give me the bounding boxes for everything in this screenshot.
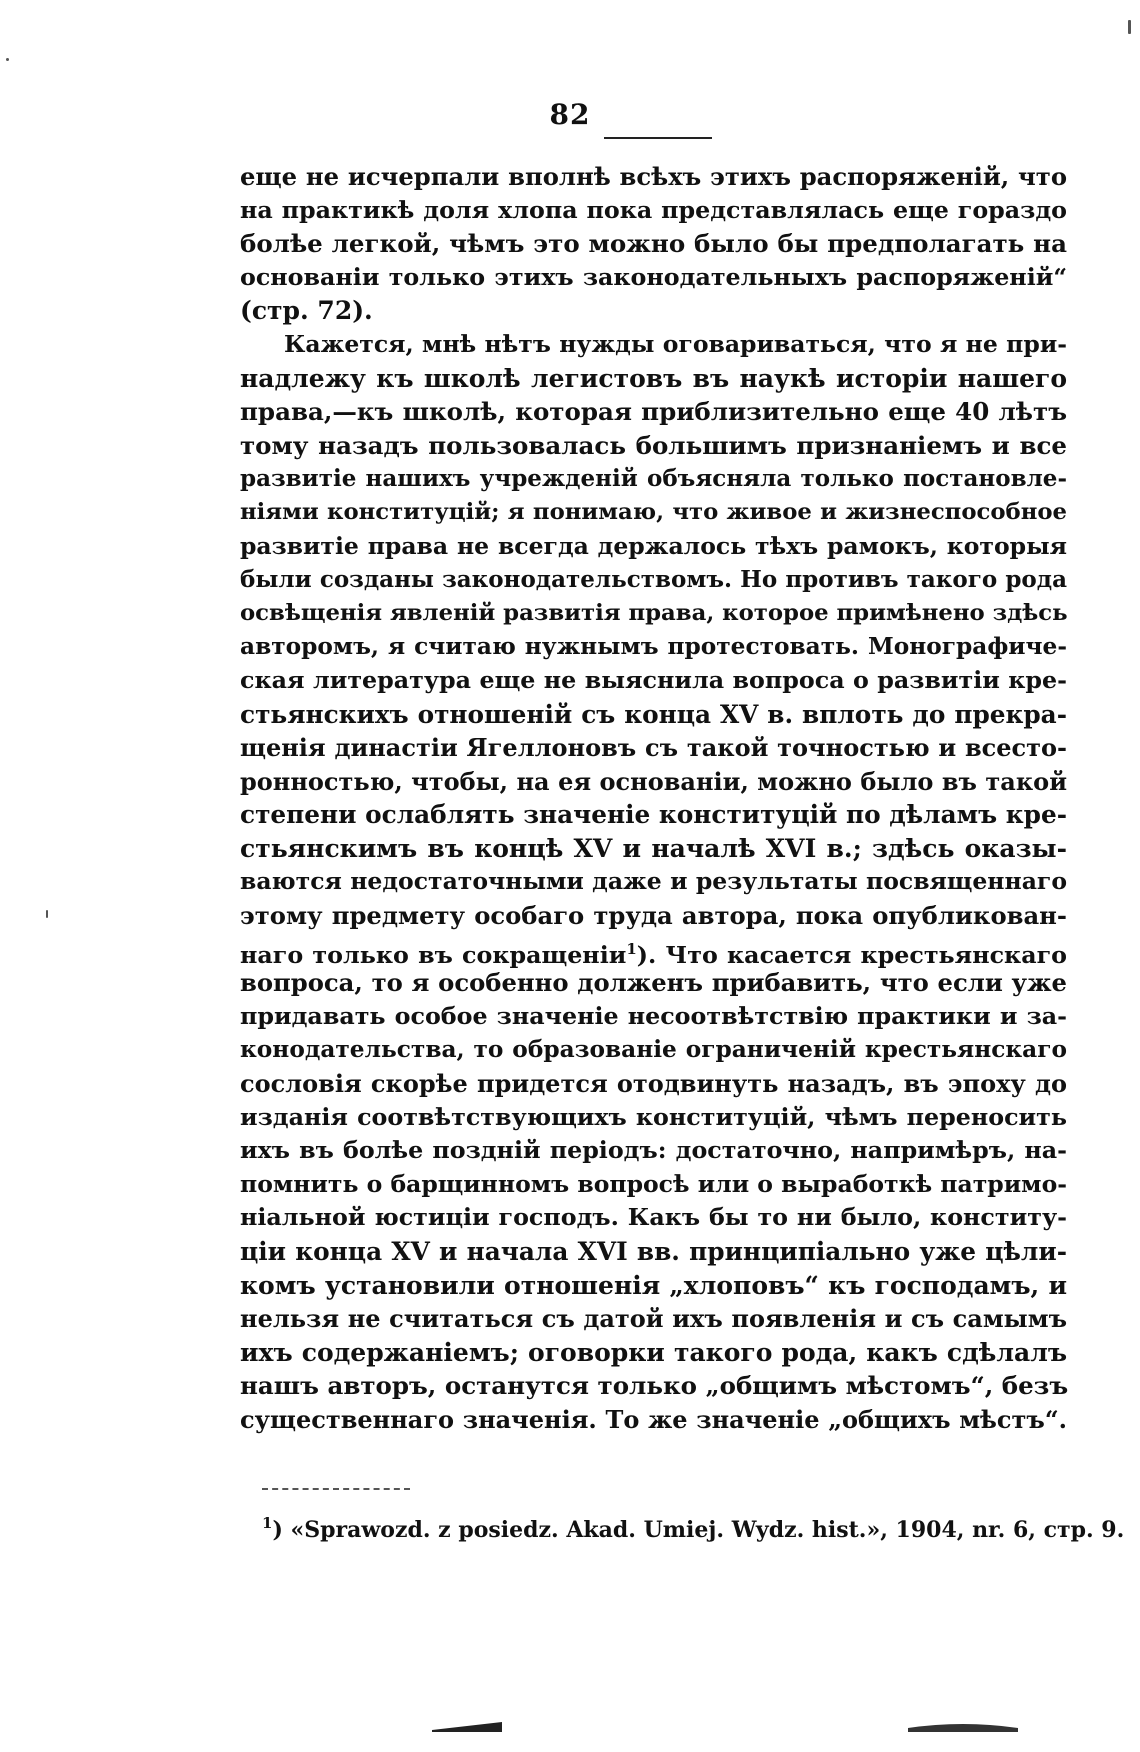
body-line [240,630,1067,664]
body-line [240,261,1067,295]
footnote-text: ) «Sprawozd. z posiedz. Akad. Umiej. Wydz. hist.», 1904, nr. 6, стр. 9. [272,1517,1125,1543]
body-line [240,1403,1067,1437]
body-line-text: Кажется, мнѣ нѣтъ нужды оговариваться, что я не при- [284,329,1067,358]
body-line-text: существеннаго значенія. То же значеніе „общихъ мѣстъ“. [240,1404,1067,1434]
body-line-text: придавать особое значеніе несоотвѣтствію практики и за- [240,1001,1067,1030]
body-line [240,731,1067,765]
body-line-text: нельзя не считаться съ датой ихъ появленія и съ самымъ [240,1304,1067,1334]
body-line-text: ваются недостаточными даже и результаты посвященнаго [240,867,1067,896]
body-line [240,1235,1067,1269]
body-line [240,1302,1067,1336]
page-number-rule [604,137,712,139]
body-line [240,1000,1067,1034]
footnote-separator [262,1488,410,1490]
body-line [240,194,1067,228]
body-line [240,462,1067,496]
body-line-text: ская литература еще не выяснила вопроса о развитіи кре- [240,665,1067,694]
scan-speck [6,58,9,61]
body-line [240,429,1067,463]
body-line [240,899,1067,933]
body-line [240,832,1067,866]
body-line-text: сословія скорѣе придется отодвинуть назадъ, въ эпоху до [240,1069,1067,1099]
body-text [240,160,1067,1437]
body-line [240,933,1067,967]
body-line-text: наго только въ сокращеніи [240,940,627,969]
footnote-reference: 1 [626,939,637,958]
body-line-text: ніями конституцій; я понимаю, что живое и жизнеспособное [240,498,1067,525]
body-line [240,664,1067,698]
body-line-text: помнить о барщинномъ вопросѣ или о выработкѣ патримо- [240,1169,1067,1198]
body-line [240,227,1067,261]
body-line [240,1168,1067,1202]
body-line-text: этому предмету особаго труда автора, пока опубликован- [240,901,1067,931]
body-line-text: на практикѣ доля хлопа пока представлялась еще гораздо [240,195,1067,224]
body-line-text: авторомъ, я считаю нужнымъ протестовать. Монографиче- [240,633,1067,661]
body-line [240,798,1067,832]
body-line [240,530,1067,564]
body-line-text: (стр. 72). [240,296,373,326]
scan-speck [46,910,48,918]
body-line-text: стьянскимъ въ концѣ XV и началѣ XVI в.; здѣсь оказы- [240,833,1067,863]
body-line-text: развитіе нашихъ учрежденій объясняла только постановле- [240,465,1067,493]
body-line [240,160,1067,194]
bottom-ornament-right [908,1720,1018,1732]
body-line [240,496,1067,530]
body-line-text: ронностью, чтобы, на ея основаніи, можно было въ такой [240,766,1067,796]
body-line-text: ихъ въ болѣе поздній періодъ: достаточно, напримѣръ, на- [240,1136,1067,1165]
body-line-text: нашъ авторъ, останутся только „общимъ мѣстомъ“, безъ [240,1371,1069,1401]
body-line-text: стьянскихъ отношеній съ конца XV в. вплоть до прекра- [240,699,1067,729]
footnote-marker: 1 [262,1514,273,1532]
footnote [262,1509,1125,1544]
body-line [240,1336,1067,1370]
body-line [240,1201,1067,1235]
body-line-text: болѣе легкой, чѣмъ это можно было бы предполагать на [240,229,1067,259]
body-line-text: конодательства, то образованіе ограниченій крестьянскаго [240,1036,1067,1064]
body-line [240,395,1067,429]
body-line [240,597,1067,631]
body-line [240,1134,1067,1168]
body-line-text: щенія династіи Ягеллоновъ съ такой точностью и всесто- [240,733,1067,763]
body-line-text-continued: ). Что касается крестьянскаго [636,940,1067,969]
body-line [240,966,1067,1000]
body-line [240,1269,1067,1303]
body-line-text: комъ установили отношенія „хлоповъ“ къ господамъ, и [240,1270,1067,1300]
body-line-text: ихъ содержаніемъ; оговорки такого рода, какъ сдѣлалъ [240,1337,1067,1367]
body-line [240,1033,1067,1067]
body-line-text: тому назадъ пользовалась большимъ признаніемъ и все [240,430,1067,460]
scan-speck [1128,20,1131,34]
body-line [240,294,1067,328]
body-line [240,362,1067,396]
body-line [240,698,1067,732]
body-line [240,328,1067,362]
body-line-text: изданія соотвѣтствующихъ конституцій, чѣмъ переносить [240,1102,1067,1131]
body-line [240,1067,1067,1101]
body-line-text: степени ослаблять значеніе конституцій по дѣламъ кре- [240,800,1067,830]
page-number: 82 [549,98,591,131]
body-line [240,563,1067,597]
body-line [240,1101,1067,1135]
body-line-text: надлежу къ школѣ легистовъ въ наукѣ исторіи нашего [240,363,1067,393]
body-line [240,765,1067,799]
body-line [240,865,1067,899]
body-line-text: были созданы законодательствомъ. Но противъ такого рода [240,566,1067,594]
body-line-text: ніальной юстиціи господъ. Какъ бы то ни было, конститу- [240,1203,1067,1232]
body-line-text: освѣщенія явленій развитія права, которое примѣнено здѣсь [240,599,1068,626]
body-line-text: развитіе права не всегда держалось тѣхъ рамокъ, которыя [240,531,1067,560]
body-line-text: основаніи только этихъ законодательныхъ распоряженій“ [240,262,1067,291]
body-line-text: вопроса, то я особенно долженъ прибавить, что если уже [240,968,1067,998]
body-line-text: ціи конца XV и начала XVI вв. принципіально уже цѣли- [240,1237,1067,1266]
body-line [240,1369,1067,1403]
body-line-text: права,—къ школѣ, которая приблизительно еще 40 лѣтъ [240,397,1067,427]
bottom-ornament-left [432,1720,502,1732]
body-line-text: еще не исчерпали вполнѣ всѣхъ этихъ распоряженій, что [240,162,1067,191]
